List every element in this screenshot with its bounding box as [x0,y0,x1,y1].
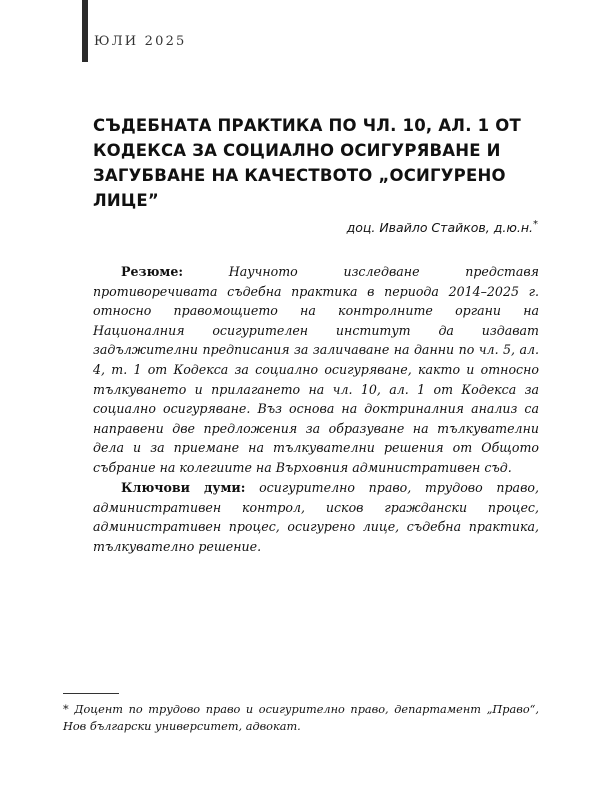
footnote-text: Доцент по трудово право и осигурително право, департамент „Право“, Нов български университет, адвокат. [63,703,539,733]
abstract-text: Научното изследване представя противоречивата съдебна практика в периода 2014–2025 г. относно правомощието на контролните органи на Националния осигурителен институт да издават задължителни предписания за заличаване на данни по чл. 5, ал. 4, т. 1 от Кодекса за социално осигуряване, както и относно тълкуването и прилагането на чл. 10, ал. 1 от Кодекса за социално осигуряване. Въз основа на доктриналния анализ са направени две предложения за образуване на тълкувателни дела и за приемане на тълкувателни решения от Общото събрание на колегиите на Върховния административен съд. [93,264,539,475]
author-line [347,219,538,235]
article-title: СЪДЕБНАТА ПРАКТИКА ПО ЧЛ. 10, АЛ. 1 ОТ КОДЕКСА ЗА СОЦИАЛНО ОСИГУРЯВАНЕ И ЗАГУБВАНЕ НА КАЧЕСТВОТО „ОСИГУРЕНО ЛИЦЕ” [93,116,521,210]
abstract [93,262,539,478]
author-name: доц. Ивайло Стайков, д.ю.н. [346,220,533,236]
keywords-text: осигурително право, трудово право, административен контрол, исков граждански процес, административен процес, осигурено лице, съдебна практика, тълкувателно решение. [93,480,539,554]
abstract-label: Резюме: [121,264,184,279]
author-footnote-mark: * [533,219,538,230]
footnote-mark: * [63,703,69,716]
running-head: ЮЛИ 2025 [94,34,187,49]
keywords-label: Ключови думи: [121,480,246,495]
running-head-bar [82,0,88,62]
footnote-rule [63,693,119,694]
keywords [93,478,539,556]
footnote [63,701,539,735]
